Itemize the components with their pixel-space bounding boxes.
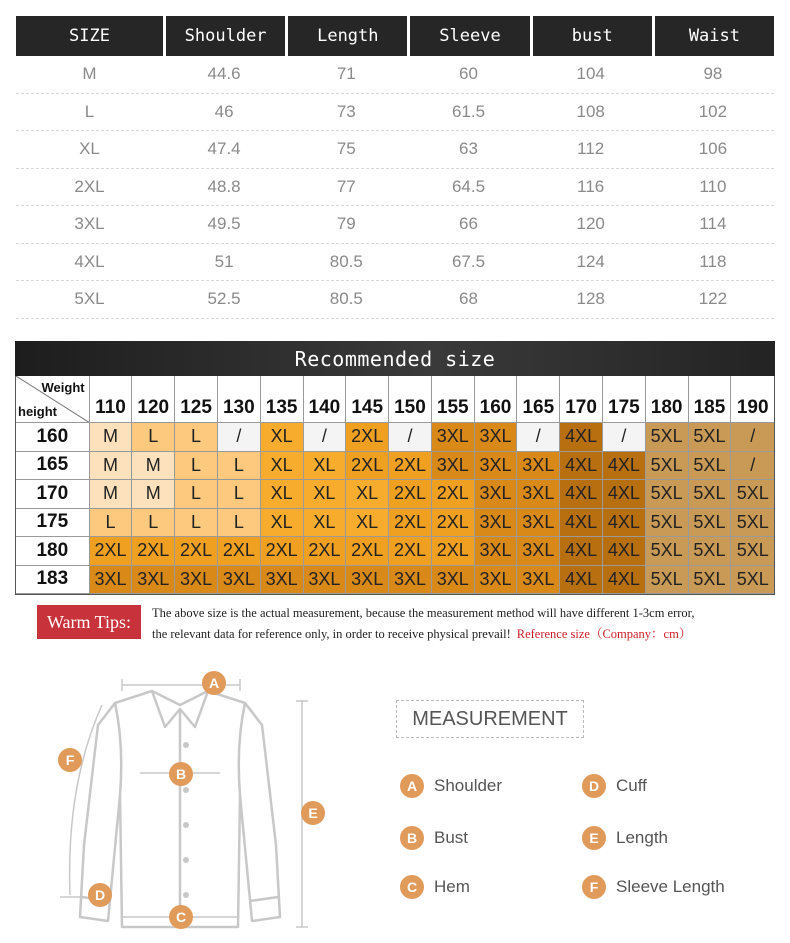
recommended-size-cell: 2XL xyxy=(304,537,347,566)
size-cell: 98 xyxy=(703,64,723,84)
recommended-size-cell: 4XL xyxy=(603,509,646,538)
recommended-size-cell: 5XL xyxy=(689,566,732,595)
size-cell: 46 xyxy=(214,101,234,121)
recommended-grid xyxy=(15,376,775,595)
size-cell: 4XL xyxy=(74,251,105,271)
diagram-marker-a: A xyxy=(202,671,226,695)
size-cell: 60 xyxy=(459,64,478,84)
weight-header-cell: 130 xyxy=(218,376,261,423)
recommended-size-cell: 3XL xyxy=(389,566,432,595)
marker-f-icon: F xyxy=(582,875,606,899)
recommended-size-cell: 5XL xyxy=(646,423,689,452)
recommended-size-cell: / xyxy=(731,423,774,452)
size-cell: 77 xyxy=(336,176,356,196)
height-cell: 160 xyxy=(16,423,90,452)
recommended-size-cell: L xyxy=(175,509,218,538)
size-cell: 2XL xyxy=(74,176,105,196)
recommended-size-cell: 5XL xyxy=(731,537,774,566)
diagram-marker-b: B xyxy=(169,762,193,786)
size-cell: 63 xyxy=(459,139,478,159)
weight-header-cell: 160 xyxy=(475,376,518,423)
recommended-size-cell: 3XL xyxy=(90,566,133,595)
recommended-size-cell: XL xyxy=(304,480,347,509)
recommended-size-cell: 2XL xyxy=(432,537,475,566)
recommended-size-cell: L xyxy=(132,423,175,452)
recommended-row xyxy=(16,452,774,481)
size-cell: 80.5 xyxy=(329,251,363,271)
size-cell: 124 xyxy=(576,251,605,271)
recommended-size-cell: L xyxy=(132,509,175,538)
recommended-size-cell: M xyxy=(90,452,133,481)
recommended-size-cell: 5XL xyxy=(689,452,732,481)
legend-label: Hem xyxy=(434,877,470,896)
recommended-size-cell: 2XL xyxy=(432,480,475,509)
recommended-size-cell: 3XL xyxy=(432,423,475,452)
size-row xyxy=(16,206,774,244)
recommended-size-cell: XL xyxy=(346,480,389,509)
warm-tips-line1: The above size is the actual measurement, because the measurement method will have different 1-3cm error, xyxy=(152,606,695,620)
size-cell: 75 xyxy=(336,139,356,159)
height-cell: 170 xyxy=(16,480,90,509)
size-cell: 68 xyxy=(459,289,478,309)
measurement-legend xyxy=(396,700,776,930)
recommended-size-cell: 4XL xyxy=(603,537,646,566)
recommended-size-cell: L xyxy=(175,480,218,509)
recommended-size-cell: 5XL xyxy=(731,566,774,595)
size-cell: 80.5 xyxy=(329,289,363,309)
header-waist: Waist xyxy=(655,16,774,56)
size-cell: 47.4 xyxy=(207,139,241,159)
legend-label: Bust xyxy=(434,828,469,847)
height-cell: 175 xyxy=(16,509,90,538)
recommended-size-cell: 3XL xyxy=(218,566,261,595)
recommended-size-cell: L xyxy=(218,480,261,509)
reference-size-note: Reference size（Company：cm） xyxy=(516,627,692,641)
header-sleeve: Sleeve xyxy=(410,16,529,56)
marker-b-icon: B xyxy=(400,826,424,850)
header-size: SIZE xyxy=(16,16,163,56)
weight-header-cell: 120 xyxy=(132,376,175,423)
height-cell: 165 xyxy=(16,452,90,481)
size-row xyxy=(16,94,774,132)
weight-header-cell: 190 xyxy=(731,376,774,423)
size-cell: 73 xyxy=(336,101,356,121)
recommended-size-cell: 3XL xyxy=(175,566,218,595)
recommended-size-cell: 3XL xyxy=(517,452,560,481)
size-cell: 128 xyxy=(576,289,605,309)
recommended-size-cell: / xyxy=(304,423,347,452)
recommended-size-cell: 2XL xyxy=(346,537,389,566)
height-cell: 180 xyxy=(16,537,90,566)
diagram-marker-d: D xyxy=(88,883,112,907)
recommended-size-cell: 3XL xyxy=(475,509,518,538)
recommended-row xyxy=(16,566,774,595)
size-cell: M xyxy=(82,64,97,84)
marker-e-icon: E xyxy=(582,826,606,850)
size-cell: 79 xyxy=(336,214,356,234)
header-length: Length xyxy=(288,16,407,56)
size-cell: 3XL xyxy=(74,214,105,234)
recommended-size-cell: 2XL xyxy=(389,452,432,481)
recommended-size-cell: 3XL xyxy=(432,452,475,481)
size-cell: 67.5 xyxy=(451,251,486,271)
size-cell: XL xyxy=(79,139,100,159)
size-chart-body xyxy=(16,56,774,319)
size-cell: 108 xyxy=(576,101,605,121)
warm-tips-badge: Warm Tips: xyxy=(37,605,141,639)
size-cell: 112 xyxy=(577,139,605,159)
recommended-row xyxy=(16,423,774,452)
recommended-size-cell: 2XL xyxy=(132,537,175,566)
recommended-size-cell: 2XL xyxy=(261,537,304,566)
recommended-size-cell: XL xyxy=(261,480,304,509)
recommended-size-cell: 3XL xyxy=(346,566,389,595)
shirt-measurement-diagram xyxy=(40,665,340,943)
size-cell: 66 xyxy=(459,214,478,234)
legend-label: Sleeve Length xyxy=(616,877,725,896)
warm-tips-line2 xyxy=(152,624,691,642)
legend-label: Cuff xyxy=(616,776,647,795)
weight-height-corner xyxy=(16,376,90,423)
weight-header-cell: 140 xyxy=(304,376,347,423)
recommended-size-cell: XL xyxy=(261,452,304,481)
size-row xyxy=(16,169,774,207)
height-label: height xyxy=(18,404,57,419)
recommended-body xyxy=(16,423,774,594)
header-shoulder: Shoulder xyxy=(166,16,285,56)
legend-item-length xyxy=(582,826,668,850)
recommended-size-cell: 5XL xyxy=(646,480,689,509)
recommended-size-cell: 2XL xyxy=(389,537,432,566)
legend-label: Length xyxy=(616,828,668,847)
size-cell: 44.6 xyxy=(207,64,241,84)
recommended-size-cell: M xyxy=(90,423,133,452)
recommended-size-cell: 4XL xyxy=(560,537,603,566)
recommended-size-cell: 2XL xyxy=(389,480,432,509)
recommended-size-cell: 4XL xyxy=(560,480,603,509)
recommended-size-cell: 2XL xyxy=(389,509,432,538)
recommended-size-cell: 5XL xyxy=(646,537,689,566)
recommended-size-cell: 4XL xyxy=(603,452,646,481)
diagram-marker-e: E xyxy=(301,801,325,825)
size-cell: 52.5 xyxy=(207,289,241,309)
recommended-size-cell: 5XL xyxy=(731,509,774,538)
recommended-size-cell: L xyxy=(218,509,261,538)
recommended-row xyxy=(16,509,774,538)
size-cell: 118 xyxy=(699,251,727,271)
size-cell: 122 xyxy=(698,289,728,309)
recommended-size-cell: 2XL xyxy=(346,423,389,452)
recommended-size-cell: 2XL xyxy=(432,509,475,538)
recommended-size-cell: 3XL xyxy=(517,480,560,509)
diagram-marker-f: F xyxy=(58,748,82,772)
size-cell: L xyxy=(84,101,95,121)
weight-header-cell: 180 xyxy=(646,376,689,423)
recommended-title: Recommended size xyxy=(15,341,775,376)
recommended-size-cell: 3XL xyxy=(517,566,560,595)
height-cell: 183 xyxy=(16,566,90,595)
recommended-size-cell: 5XL xyxy=(689,423,732,452)
recommended-size-cell: XL xyxy=(346,509,389,538)
recommended-size-cell: / xyxy=(218,423,261,452)
recommended-size-cell: XL xyxy=(261,423,304,452)
weight-header-cell: 150 xyxy=(389,376,432,423)
size-cell: 64.5 xyxy=(451,176,486,196)
recommended-size-cell: 3XL xyxy=(517,537,560,566)
recommended-size-cell: 5XL xyxy=(731,480,774,509)
size-row xyxy=(16,56,774,94)
recommended-size-cell: 3XL xyxy=(132,566,175,595)
recommended-size-cell: L xyxy=(218,452,261,481)
weight-header-cell: 170 xyxy=(560,376,603,423)
recommended-size-cell: 3XL xyxy=(475,452,518,481)
size-cell: 110 xyxy=(699,176,727,196)
recommended-row xyxy=(16,480,774,509)
recommended-size-cell: M xyxy=(132,452,175,481)
recommended-size-cell: 3XL xyxy=(475,566,518,595)
recommended-size-cell: XL xyxy=(261,509,304,538)
size-cell: 49.5 xyxy=(207,214,241,234)
size-cell: 104 xyxy=(576,64,605,84)
size-chart-table xyxy=(16,16,774,319)
recommended-size-cell: L xyxy=(175,452,218,481)
recommended-size-cell: / xyxy=(603,423,646,452)
size-cell: 116 xyxy=(577,176,605,196)
recommended-size-cell: L xyxy=(175,423,218,452)
size-cell: 51 xyxy=(214,251,234,271)
warm-tips xyxy=(37,603,757,651)
recommended-size-cell: 3XL xyxy=(475,537,518,566)
recommended-size-cell: 5XL xyxy=(646,509,689,538)
size-row xyxy=(16,244,774,282)
recommended-size-cell: 5XL xyxy=(646,452,689,481)
marker-a-icon: A xyxy=(400,774,424,798)
recommended-header-row xyxy=(16,376,774,423)
size-cell: 114 xyxy=(699,214,727,234)
weight-header-cell: 145 xyxy=(346,376,389,423)
recommended-size-cell: 4XL xyxy=(560,452,603,481)
diagram-marker-c: C xyxy=(169,905,193,929)
recommended-size-cell: 3XL xyxy=(304,566,347,595)
legend-item-hem xyxy=(400,875,470,899)
legend-item-bust xyxy=(400,826,468,850)
weight-label: Weight xyxy=(41,380,85,395)
recommended-size-cell: 2XL xyxy=(218,537,261,566)
size-row xyxy=(16,281,774,319)
recommended-size-cell: 5XL xyxy=(689,480,732,509)
size-chart-header xyxy=(16,16,774,56)
recommended-size-cell: / xyxy=(517,423,560,452)
legend-label: Shoulder xyxy=(434,776,503,795)
recommended-size-cell: 3XL xyxy=(475,480,518,509)
recommended-size-cell: 4XL xyxy=(603,480,646,509)
size-cell: 102 xyxy=(698,101,728,121)
weight-header-cell: 135 xyxy=(261,376,304,423)
marker-d-icon: D xyxy=(582,774,606,798)
legend-item-sleeve-length xyxy=(582,875,725,899)
legend-item-cuff xyxy=(582,774,647,798)
size-row xyxy=(16,131,774,169)
legend-item-shoulder xyxy=(400,774,502,798)
recommended-size-cell: 5XL xyxy=(689,537,732,566)
recommended-size-cell: 2XL xyxy=(346,452,389,481)
recommended-size-cell: XL xyxy=(304,509,347,538)
recommended-size-cell: 2XL xyxy=(90,537,133,566)
warm-tips-line2-text: the relevant data for reference only, in order to receive physical prevail! xyxy=(152,627,511,641)
size-cell: 5XL xyxy=(74,289,105,309)
weight-header-cell: 175 xyxy=(603,376,646,423)
measurement-title: MEASUREMENT xyxy=(396,700,584,738)
weight-header-cell: 110 xyxy=(90,376,133,423)
recommended-size-cell: 3XL xyxy=(517,509,560,538)
recommended-size-cell: 5XL xyxy=(689,509,732,538)
size-cell: 71 xyxy=(336,64,356,84)
recommended-size-cell: 5XL xyxy=(646,566,689,595)
header-bust: bust xyxy=(533,16,652,56)
weight-header-cell: 185 xyxy=(689,376,732,423)
size-cell: 48.8 xyxy=(207,176,241,196)
size-cell: 106 xyxy=(698,139,728,159)
recommended-size-cell: 4XL xyxy=(603,566,646,595)
size-cell: 120 xyxy=(576,214,605,234)
recommended-size-cell: 3XL xyxy=(261,566,304,595)
shirt-outline-icon xyxy=(40,665,340,943)
marker-c-icon: C xyxy=(400,875,424,899)
recommended-size-cell: M xyxy=(132,480,175,509)
recommended-size-cell: / xyxy=(389,423,432,452)
weight-header-cell: 155 xyxy=(432,376,475,423)
recommended-size-cell: / xyxy=(731,452,774,481)
weight-header-cell: 125 xyxy=(175,376,218,423)
recommended-size-cell: 3XL xyxy=(432,566,475,595)
recommended-row xyxy=(16,537,774,566)
recommended-size-table xyxy=(15,341,775,595)
recommended-size-cell: 2XL xyxy=(175,537,218,566)
recommended-size-cell: 4XL xyxy=(560,423,603,452)
recommended-size-cell: 3XL xyxy=(475,423,518,452)
recommended-size-cell: XL xyxy=(304,452,347,481)
size-cell: 61.5 xyxy=(451,101,486,121)
recommended-size-cell: L xyxy=(90,509,133,538)
weight-header-cell: 165 xyxy=(517,376,560,423)
recommended-size-cell: M xyxy=(90,480,133,509)
recommended-size-cell: 4XL xyxy=(560,509,603,538)
recommended-size-cell: 4XL xyxy=(560,566,603,595)
